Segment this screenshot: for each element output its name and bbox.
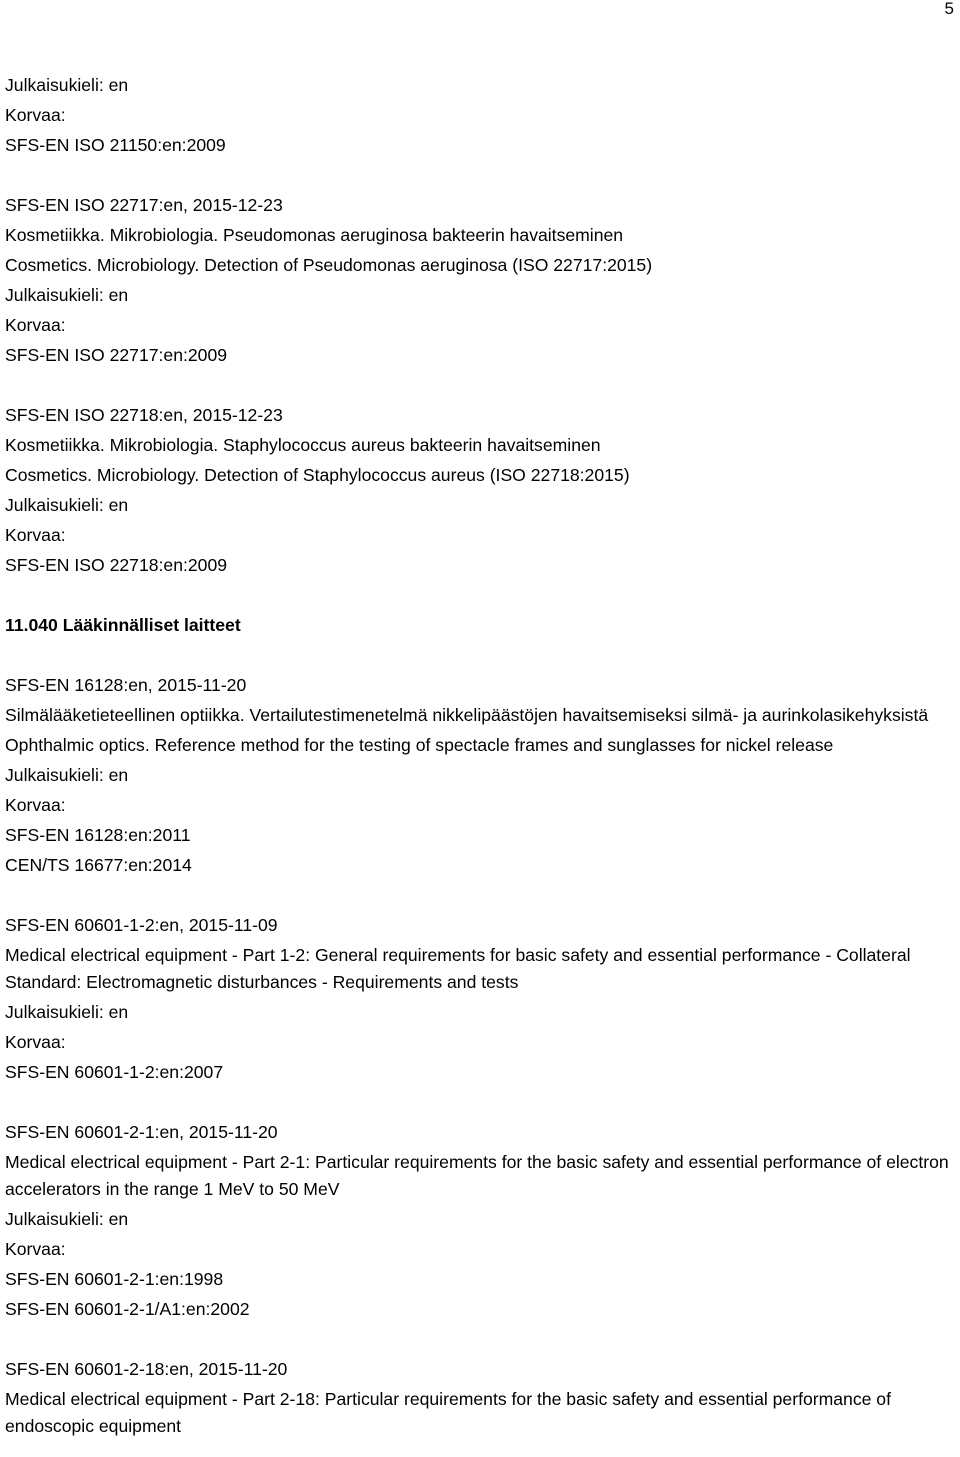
blank-line [5,370,957,400]
text-line: Korvaa: [5,795,66,815]
blank-line [5,580,957,610]
text-line: CEN/TS 16677:en:2014 [5,855,192,875]
text-line: SFS-EN ISO 22718:en:2009 [5,555,228,575]
text-line: Julkaisukieli: en [5,285,129,305]
blank-line [5,1324,957,1354]
text-line: Julkaisukieli: en [5,765,129,785]
text-line: SFS-EN ISO 22717:en, 2015-12-23 [5,195,283,215]
text-line: Korvaa: [5,525,66,545]
text-line: Ophthalmic optics. Reference method for the testing of spectacle frames and sunglasses for nickel release [5,735,834,755]
section-heading: 11.040 Lääkinnälliset laitteet [5,615,241,635]
text-line: SFS-EN 60601-1-2:en, 2015-11-09 [5,915,278,935]
blank-line [5,880,957,910]
text-line: Korvaa: [5,105,66,125]
text-line: Julkaisukieli: en [5,495,129,515]
text-line: Kosmetiikka. Mikrobiologia. Staphylococcus aureus bakteerin havaitseminen [5,435,601,455]
text-line: Kosmetiikka. Mikrobiologia. Pseudomonas aeruginosa bakteerin havaitseminen [5,225,624,245]
blank-line [5,640,957,670]
text-line: SFS-EN 60601-2-1:en, 2015-11-20 [5,1122,278,1142]
document-body [5,70,957,1441]
text-line: SFS-EN 60601-2-1:en:1998 [5,1269,224,1289]
blank-line [5,160,957,190]
text-line: SFS-EN 16128:en, 2015-11-20 [5,675,247,695]
text-line: Julkaisukieli: en [5,1209,129,1229]
text-line: SFS-EN 60601-2-18:en, 2015-11-20 [5,1359,288,1379]
text-paragraph: Medical electrical equipment - Part 1-2: General requirements for basic safety and essential performance - Collateral Standard: Electromagnetic disturbances - Requirements and tests [5,945,911,992]
blank-line [5,1087,957,1117]
page-number: 5 [944,0,954,18]
text-line: Cosmetics. Microbiology. Detection of Pseudomonas aeruginosa (ISO 22717:2015) [5,255,653,275]
text-line: SFS-EN ISO 21150:en:2009 [5,135,226,155]
text-line: Julkaisukieli: en [5,1002,129,1022]
text-paragraph: Medical electrical equipment - Part 2-18: Particular requirements for the basic safety and essential performance of endoscopic equipment [5,1389,891,1436]
text-line: Korvaa: [5,1032,66,1052]
text-line: Cosmetics. Microbiology. Detection of Staphylococcus aureus (ISO 22718:2015) [5,465,630,485]
text-paragraph: Silmälääketieteellinen optiikka. Vertailutestimenetelmä nikkelipäästöjen havaitsemiseksi silmä- ja aurinkolasikehyksistä [5,705,929,725]
text-paragraph: Medical electrical equipment - Part 2-1: Particular requirements for the basic safety and essential performance of electron accelerators in the range 1 MeV to 50 MeV [5,1152,949,1199]
text-line: SFS-EN 16128:en:2011 [5,825,191,845]
text-line: Korvaa: [5,1239,66,1259]
text-line: SFS-EN 60601-2-1/A1:en:2002 [5,1299,250,1319]
text-line: SFS-EN 60601-1-2:en:2007 [5,1062,224,1082]
text-line: Korvaa: [5,315,66,335]
text-line: Julkaisukieli: en [5,75,129,95]
text-line: SFS-EN ISO 22718:en, 2015-12-23 [5,405,283,425]
text-line: SFS-EN ISO 22717:en:2009 [5,345,228,365]
